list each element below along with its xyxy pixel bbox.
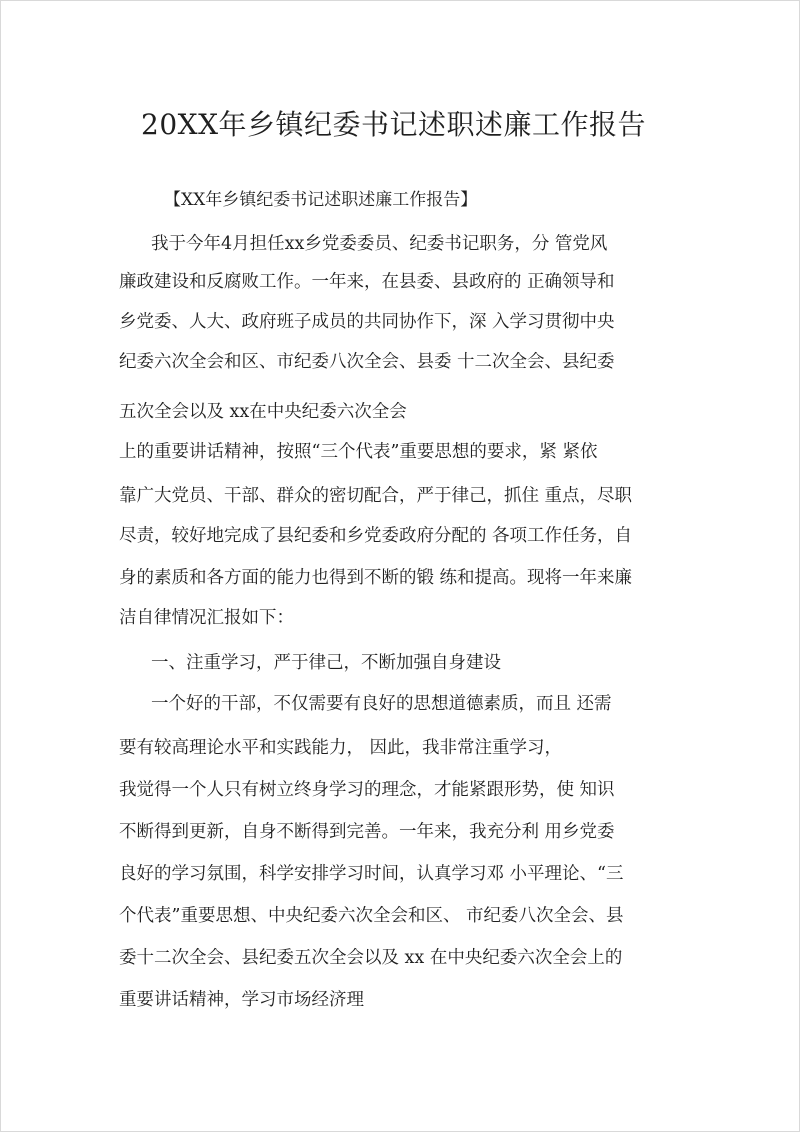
text-line-10: 洁自律情况汇报如下： (119, 608, 294, 628)
section-heading-1: 一、注重学习，严于律己，不断加强自身建设 (151, 653, 501, 673)
text-line-4: 纪委六次全会和区、市纪委八次全会、县委 十二次全会、县纪委 (119, 352, 615, 372)
text-line-17: 委十二次全会、县纪委五次全会以及 xx 在中央纪委六次全会上的 (119, 948, 623, 968)
text-line-8: 尽责，较好地完成了县纪委和乡党委政府分配的 各项工作任务，自 (119, 526, 633, 546)
text-line-14: 不断得到更新，自身不断得到完善。一年来，我充分利 用乡党委 (119, 822, 615, 842)
text-line-6: 上的重要讲话精神，按照“三个代表”重要思想的要求，紧 紧依 (119, 442, 598, 462)
text-line-18: 重要讲话精神，学习市场经济理 (119, 990, 364, 1010)
text-line-5: 五次全会以及 xx在中央纪委六次全会 (119, 402, 407, 422)
text-line-2: 廉政建设和反腐败工作。一年来，在县委、县政府的 正确领导和 (119, 272, 615, 292)
text-line-9: 身的素质和各方面的能力也得到不断的锻 练和提高。现将一年来廉 (119, 568, 633, 588)
text-line-12: 要有较高理论水平和实践能力， 因此，我非常注重学习， (119, 738, 563, 758)
text-line-15: 良好的学习氛围，科学安排学习时间，认真学习邓 小平理论、“三 (119, 864, 624, 884)
document-title: 20XX年乡镇纪委书记述职述廉工作报告 (141, 108, 646, 141)
text-line-3: 乡党委、人大、政府班子成员的共同协作下，深 入学习贯彻中央 (119, 312, 615, 332)
text-line-13: 我觉得一个人只有树立终身学习的理念，才能紧跟形势，使 知识 (119, 780, 615, 800)
text-line-11: 一个好的干部，不仅需要有良好的思想道德素质，而且 还需 (151, 694, 612, 714)
text-line-7: 靠广大党员、干部、群众的密切配合，严于律己，抓住 重点，尽职 (119, 486, 633, 506)
document-subtitle: 【XX年乡镇纪委书记述职述廉工作报告】 (164, 190, 478, 210)
text-line-1: 我于今年4月担任xx乡党委委员、纪委书记职务，分 管党风 (151, 234, 608, 254)
text-line-16: 个代表”重要思想、中央纪委六次全会和区、 市纪委八次全会、县 (119, 906, 624, 926)
